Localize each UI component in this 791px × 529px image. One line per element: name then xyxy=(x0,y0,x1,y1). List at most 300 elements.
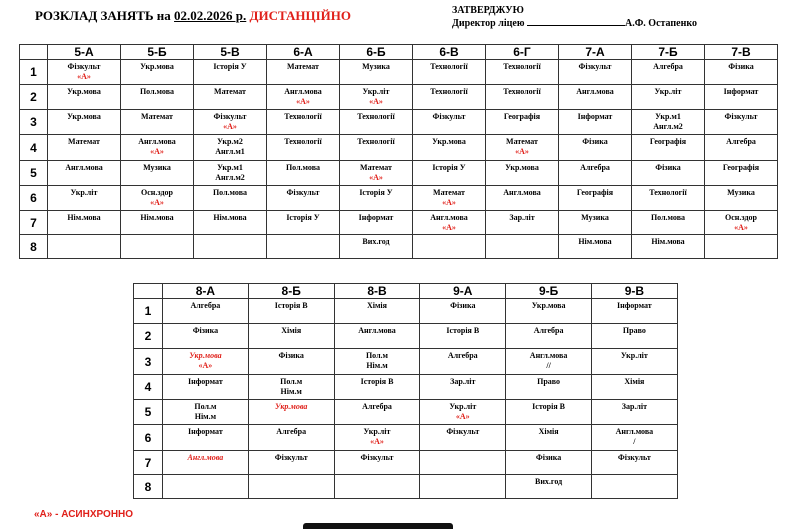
subject-name: Осн.здор xyxy=(725,213,757,222)
lesson-cell xyxy=(705,161,778,186)
lesson-number: 7 xyxy=(134,451,163,475)
subject-name: Географія xyxy=(576,188,614,197)
lesson-cell xyxy=(334,425,420,451)
lesson-cell xyxy=(48,161,121,186)
class-header: 7-Б xyxy=(632,45,705,60)
subject-name: Історія В xyxy=(274,301,308,310)
lesson-cell xyxy=(334,375,420,400)
title-prefix: РОЗКЛАД ЗАНЯТЬ на xyxy=(35,8,171,23)
schedule-title xyxy=(35,8,351,24)
subject-name: Фізкульт xyxy=(432,112,466,121)
lesson-cell xyxy=(486,110,559,135)
subject-name: Пол.м xyxy=(280,377,303,386)
lesson-cell xyxy=(486,161,559,186)
subject-name: Англ.мова xyxy=(187,453,224,462)
lesson-cell xyxy=(559,211,632,235)
lesson-cell xyxy=(559,135,632,161)
lesson-number: 1 xyxy=(134,299,163,324)
subject-name: Технології xyxy=(357,137,395,146)
lesson-number: 6 xyxy=(20,186,48,211)
lesson-cell xyxy=(194,85,267,110)
subject-name: Нім.мова xyxy=(578,237,612,246)
approval-title: ЗАТВЕРДЖУЮ xyxy=(452,5,524,16)
subject-subline: Нім.м xyxy=(194,412,217,421)
class-header: 7-В xyxy=(705,45,778,60)
async-marker: «А» xyxy=(734,223,748,232)
class-header: 6-В xyxy=(413,45,486,60)
lesson-cell xyxy=(420,324,506,349)
lesson-cell xyxy=(591,400,677,425)
subject-name: Фізкульт xyxy=(286,188,320,197)
lesson-cell xyxy=(486,235,559,259)
lesson-cell xyxy=(413,85,486,110)
lesson-cell xyxy=(632,135,705,161)
lesson-cell xyxy=(194,110,267,135)
lesson-cell xyxy=(559,60,632,85)
lesson-cell xyxy=(559,235,632,259)
lesson-cell xyxy=(267,135,340,161)
lesson-cell xyxy=(705,135,778,161)
lesson-cell xyxy=(632,161,705,186)
schedule-date: 02.02.2026 р. xyxy=(174,8,247,23)
subject-subline: / xyxy=(633,437,636,446)
subject-name: Музика xyxy=(727,188,755,197)
lesson-cell xyxy=(506,324,592,349)
lesson-cell xyxy=(48,85,121,110)
subject-name: Укр.м1 xyxy=(655,112,681,121)
class-header: 6-Г xyxy=(486,45,559,60)
lesson-row xyxy=(134,400,678,425)
lesson-cell xyxy=(248,324,334,349)
subject-name: Історія У xyxy=(213,62,247,71)
lesson-cell xyxy=(413,211,486,235)
subject-name: Пол.м xyxy=(194,402,217,411)
lesson-cell xyxy=(506,349,592,375)
lesson-cell xyxy=(121,161,194,186)
lesson-cell xyxy=(591,299,677,324)
subject-name: Інформат xyxy=(577,112,613,121)
lesson-cell xyxy=(163,324,249,349)
subject-name: Історія В xyxy=(532,402,565,411)
lesson-cell xyxy=(591,349,677,375)
subject-name: Укр.мова xyxy=(274,402,308,411)
lesson-cell xyxy=(559,161,632,186)
lesson-row xyxy=(134,324,678,349)
subject-name: Інформат xyxy=(188,377,223,386)
lesson-row xyxy=(20,186,778,211)
subject-name: Музика xyxy=(581,213,609,222)
lesson-cell xyxy=(340,211,413,235)
subject-name: Технології xyxy=(357,112,395,121)
lesson-cell xyxy=(267,161,340,186)
async-marker: «А» xyxy=(77,72,91,81)
lesson-cell xyxy=(632,211,705,235)
lesson-cell xyxy=(121,110,194,135)
lesson-cell xyxy=(163,400,249,425)
lesson-cell xyxy=(163,451,249,475)
lesson-number: 2 xyxy=(134,324,163,349)
subject-name: Хімія xyxy=(366,301,387,310)
async-marker: «А» xyxy=(223,122,237,131)
lesson-cell xyxy=(705,60,778,85)
lesson-cell xyxy=(559,186,632,211)
lesson-cell xyxy=(48,211,121,235)
subject-name: Фізика xyxy=(535,453,562,462)
lesson-row xyxy=(134,425,678,451)
subject-name: Технології xyxy=(430,87,468,96)
lesson-cell xyxy=(194,211,267,235)
legend-footnote: «А» - АСИНХРОННО xyxy=(34,509,134,520)
subject-name: Право xyxy=(537,377,561,386)
subject-name: Англ.мова xyxy=(615,427,654,436)
lesson-cell xyxy=(248,400,334,425)
lesson-cell xyxy=(506,425,592,451)
subject-name: Математ xyxy=(506,137,538,146)
lesson-cell xyxy=(591,375,677,400)
subject-subline: Англ.м2 xyxy=(653,122,683,131)
lesson-cell xyxy=(267,211,340,235)
subject-name: Алгебра xyxy=(362,402,392,411)
lesson-cell xyxy=(486,85,559,110)
approval-director-label: Директор ліцею xyxy=(452,18,525,29)
lesson-cell xyxy=(340,186,413,211)
subject-name: Фізкульт xyxy=(67,62,101,71)
async-marker: «А» xyxy=(150,198,164,207)
lesson-cell xyxy=(163,475,249,499)
lesson-cell xyxy=(248,299,334,324)
subject-name: Укр.літ xyxy=(620,351,648,360)
class-header: 6-Б xyxy=(340,45,413,60)
subject-name: Укр.літ xyxy=(449,402,477,411)
subject-name: Географія xyxy=(503,112,541,121)
subject-name: Укр.літ xyxy=(654,87,682,96)
lesson-cell xyxy=(632,235,705,259)
class-header: 9-В xyxy=(591,284,677,299)
lesson-cell xyxy=(413,135,486,161)
lesson-row xyxy=(20,110,778,135)
lesson-row xyxy=(134,451,678,475)
subject-name: Математ xyxy=(433,188,465,197)
lesson-cell xyxy=(163,349,249,375)
subject-name: Історія У xyxy=(432,163,466,172)
subject-name: Пол.мова xyxy=(139,87,175,96)
subject-name: Хімія xyxy=(281,326,302,335)
subject-name: Алгебра xyxy=(447,351,478,360)
lesson-cell xyxy=(121,60,194,85)
lesson-cell xyxy=(413,186,486,211)
lesson-number: 3 xyxy=(134,349,163,375)
subject-name: Англ.мова xyxy=(358,326,396,335)
subject-name: Технології xyxy=(503,62,541,71)
subject-name: Хімія xyxy=(624,377,645,386)
subject-name: Фізика xyxy=(655,163,681,172)
subject-name: Укр.м1 xyxy=(217,163,243,172)
lesson-row xyxy=(134,349,678,375)
lesson-cell xyxy=(486,211,559,235)
lesson-cell xyxy=(163,375,249,400)
class-header: 8-Б xyxy=(248,284,334,299)
lesson-cell xyxy=(248,425,334,451)
lesson-cell xyxy=(559,110,632,135)
subject-name: Фізкульт xyxy=(360,453,394,462)
subject-name: Зар.літ xyxy=(621,402,648,411)
subject-name: Музика xyxy=(362,62,390,71)
class-header: 5-А xyxy=(48,45,121,60)
lesson-cell xyxy=(506,375,592,400)
class-header: 8-А xyxy=(163,284,249,299)
subject-name: Укр.мова xyxy=(67,112,101,121)
lesson-cell xyxy=(194,135,267,161)
lesson-cell xyxy=(48,60,121,85)
lesson-cell xyxy=(121,235,194,259)
subject-name: Англ.мова xyxy=(65,163,103,172)
lesson-cell xyxy=(486,60,559,85)
lesson-cell xyxy=(48,110,121,135)
subject-name: Математ xyxy=(141,112,173,121)
lesson-row xyxy=(134,475,678,499)
subject-name: Математ xyxy=(214,87,246,96)
lesson-cell xyxy=(248,349,334,375)
lesson-cell xyxy=(194,235,267,259)
async-marker: «А» xyxy=(150,147,164,156)
subject-name: Нім.мова xyxy=(651,237,685,246)
schedule-table-grades-5-7 xyxy=(19,44,778,259)
subject-name: Математ xyxy=(287,62,319,71)
subject-name: Фізика xyxy=(582,137,608,146)
subject-name: Інформат xyxy=(723,87,759,96)
header-corner xyxy=(134,284,163,299)
lesson-row xyxy=(134,299,678,324)
lesson-number: 5 xyxy=(20,161,48,186)
lesson-cell xyxy=(420,375,506,400)
subject-name: Фізика xyxy=(450,301,476,310)
subject-name: Алгебра xyxy=(533,326,564,335)
lesson-cell xyxy=(705,110,778,135)
lesson-cell xyxy=(48,186,121,211)
lesson-cell xyxy=(413,235,486,259)
lesson-number: 3 xyxy=(20,110,48,135)
class-header: 9-Б xyxy=(506,284,592,299)
async-marker: «А» xyxy=(442,198,456,207)
subject-name: Пол.мова xyxy=(212,188,248,197)
lesson-cell xyxy=(632,186,705,211)
lesson-cell xyxy=(506,451,592,475)
lesson-number: 4 xyxy=(20,135,48,161)
lesson-cell xyxy=(632,85,705,110)
subject-name: Зар.літ xyxy=(509,213,535,222)
lesson-cell xyxy=(121,186,194,211)
lesson-cell xyxy=(632,60,705,85)
subject-name: Укр.м2 xyxy=(217,137,243,146)
lesson-cell xyxy=(334,349,420,375)
lesson-cell xyxy=(559,85,632,110)
lesson-cell xyxy=(194,60,267,85)
schedule-mode: ДИСТАНЦІЙНО xyxy=(249,8,352,23)
lesson-cell xyxy=(591,475,677,499)
lesson-number: 5 xyxy=(134,400,163,425)
bottom-bar xyxy=(303,523,453,529)
subject-name: Алгебра xyxy=(190,301,221,310)
subject-name: Укр.мова xyxy=(531,301,566,310)
lesson-row xyxy=(20,135,778,161)
approval-block xyxy=(452,4,697,30)
subject-name: Укр.мова xyxy=(432,137,466,146)
lesson-number: 7 xyxy=(20,211,48,235)
lesson-cell xyxy=(591,324,677,349)
lesson-cell xyxy=(334,475,420,499)
lesson-cell xyxy=(705,85,778,110)
lesson-cell xyxy=(163,299,249,324)
subject-name: Фізкульт xyxy=(617,453,651,462)
subject-name: Вих.год xyxy=(534,477,563,486)
lesson-number: 8 xyxy=(20,235,48,259)
lesson-cell xyxy=(340,110,413,135)
lesson-cell xyxy=(248,475,334,499)
subject-name: Хімія xyxy=(538,427,559,436)
lesson-cell xyxy=(420,451,506,475)
subject-name: Нім.мова xyxy=(140,213,174,222)
lesson-cell xyxy=(340,60,413,85)
async-marker: «А» xyxy=(296,97,310,106)
lesson-row xyxy=(20,161,778,186)
lesson-cell xyxy=(420,349,506,375)
subject-name: Пол.мова xyxy=(650,213,686,222)
subject-name: Історія У xyxy=(286,213,320,222)
subject-name: Зар.літ xyxy=(450,377,476,386)
approval-line xyxy=(452,17,697,30)
subject-name: Географія xyxy=(649,137,687,146)
subject-name: Алгебра xyxy=(276,427,307,436)
lesson-cell xyxy=(194,186,267,211)
class-header: 7-А xyxy=(559,45,632,60)
subject-name: Фізика xyxy=(192,326,219,335)
approval-director-name: А.Ф. Остапенко xyxy=(624,18,698,29)
subject-name: Вих.год xyxy=(362,237,390,246)
lesson-cell xyxy=(506,299,592,324)
lesson-row xyxy=(20,211,778,235)
lesson-cell xyxy=(705,186,778,211)
subject-name: Осн.здор xyxy=(141,188,173,197)
lesson-number: 2 xyxy=(20,85,48,110)
lesson-cell xyxy=(413,110,486,135)
lesson-number: 4 xyxy=(134,375,163,400)
subject-subline: Англ.м2 xyxy=(215,173,245,182)
subject-name: Англ.мова xyxy=(576,87,614,96)
class-header: 8-В xyxy=(334,284,420,299)
async-marker: «А» xyxy=(442,223,456,232)
lesson-cell xyxy=(486,186,559,211)
subject-name: Англ.мова xyxy=(138,137,176,146)
subject-name: Фізкульт xyxy=(724,112,758,121)
subject-name: Укр.мова xyxy=(140,62,174,71)
subject-subline: Нім.м xyxy=(280,387,302,396)
lesson-cell xyxy=(121,211,194,235)
schedule-table-grades-8-9 xyxy=(133,283,678,499)
lesson-number: 6 xyxy=(134,425,163,451)
subject-name: Укр.літ xyxy=(363,427,391,436)
class-header: 9-А xyxy=(420,284,506,299)
lesson-number: 8 xyxy=(134,475,163,499)
async-marker: «А» xyxy=(369,97,383,106)
lesson-row xyxy=(134,375,678,400)
lesson-cell xyxy=(632,110,705,135)
subject-name: Нім.мова xyxy=(67,213,101,222)
lesson-cell xyxy=(121,135,194,161)
lesson-row xyxy=(20,60,778,85)
lesson-cell xyxy=(506,400,592,425)
subject-name: Географія xyxy=(722,163,760,172)
lesson-row xyxy=(20,85,778,110)
lesson-cell xyxy=(248,451,334,475)
lesson-cell xyxy=(334,324,420,349)
subject-subline: Англ.м1 xyxy=(215,147,245,156)
lesson-cell xyxy=(340,135,413,161)
async-marker: «А» xyxy=(369,173,383,182)
lesson-cell xyxy=(334,451,420,475)
async-marker: «А» xyxy=(515,147,529,156)
lesson-cell xyxy=(267,60,340,85)
subject-subline: // xyxy=(546,361,551,370)
subject-name: Англ.мова xyxy=(430,213,468,222)
lesson-cell xyxy=(420,425,506,451)
subject-name: Технології xyxy=(430,62,468,71)
async-marker: «А» xyxy=(370,437,384,446)
subject-name: Фізика xyxy=(278,351,304,360)
subject-subline: Нім.м xyxy=(366,361,388,370)
subject-name: Алгебра xyxy=(726,137,756,146)
lesson-cell xyxy=(705,235,778,259)
lesson-cell xyxy=(705,211,778,235)
subject-name: Інформат xyxy=(617,301,652,310)
subject-name: Укр.літ xyxy=(362,87,390,96)
lesson-cell xyxy=(340,85,413,110)
signature-line xyxy=(527,17,625,26)
class-header: 5-В xyxy=(194,45,267,60)
lesson-cell xyxy=(48,235,121,259)
lesson-cell xyxy=(194,161,267,186)
subject-name: Право xyxy=(622,326,646,335)
subject-name: Фізкульт xyxy=(213,112,247,121)
class-header: 6-А xyxy=(267,45,340,60)
subject-name: Технології xyxy=(503,87,541,96)
subject-name: Пол.м xyxy=(365,351,389,360)
lesson-cell xyxy=(486,135,559,161)
subject-name: Технології xyxy=(284,112,322,121)
subject-name: Укр.мова xyxy=(505,163,539,172)
lesson-cell xyxy=(163,425,249,451)
subject-name: Математ xyxy=(68,137,100,146)
subject-name: Фізика xyxy=(728,62,754,71)
subject-name: Історія В xyxy=(446,326,480,335)
class-header: 5-Б xyxy=(121,45,194,60)
async-marker: «А» xyxy=(455,412,470,421)
lesson-cell xyxy=(267,110,340,135)
lesson-cell xyxy=(420,475,506,499)
subject-name: Фізкульт xyxy=(578,62,612,71)
subject-name: Інформат xyxy=(188,427,223,436)
lesson-cell xyxy=(420,400,506,425)
subject-name: Технології xyxy=(649,188,687,197)
lesson-cell xyxy=(334,400,420,425)
lesson-cell xyxy=(340,161,413,186)
subject-name: Укр.мова xyxy=(189,351,222,360)
subject-name: Англ.мова xyxy=(503,188,541,197)
subject-name: Технології xyxy=(284,137,322,146)
subject-name: Історія У xyxy=(359,188,393,197)
subject-name: Укр.мова xyxy=(67,87,101,96)
header-corner xyxy=(20,45,48,60)
subject-name: Алгебра xyxy=(653,62,683,71)
